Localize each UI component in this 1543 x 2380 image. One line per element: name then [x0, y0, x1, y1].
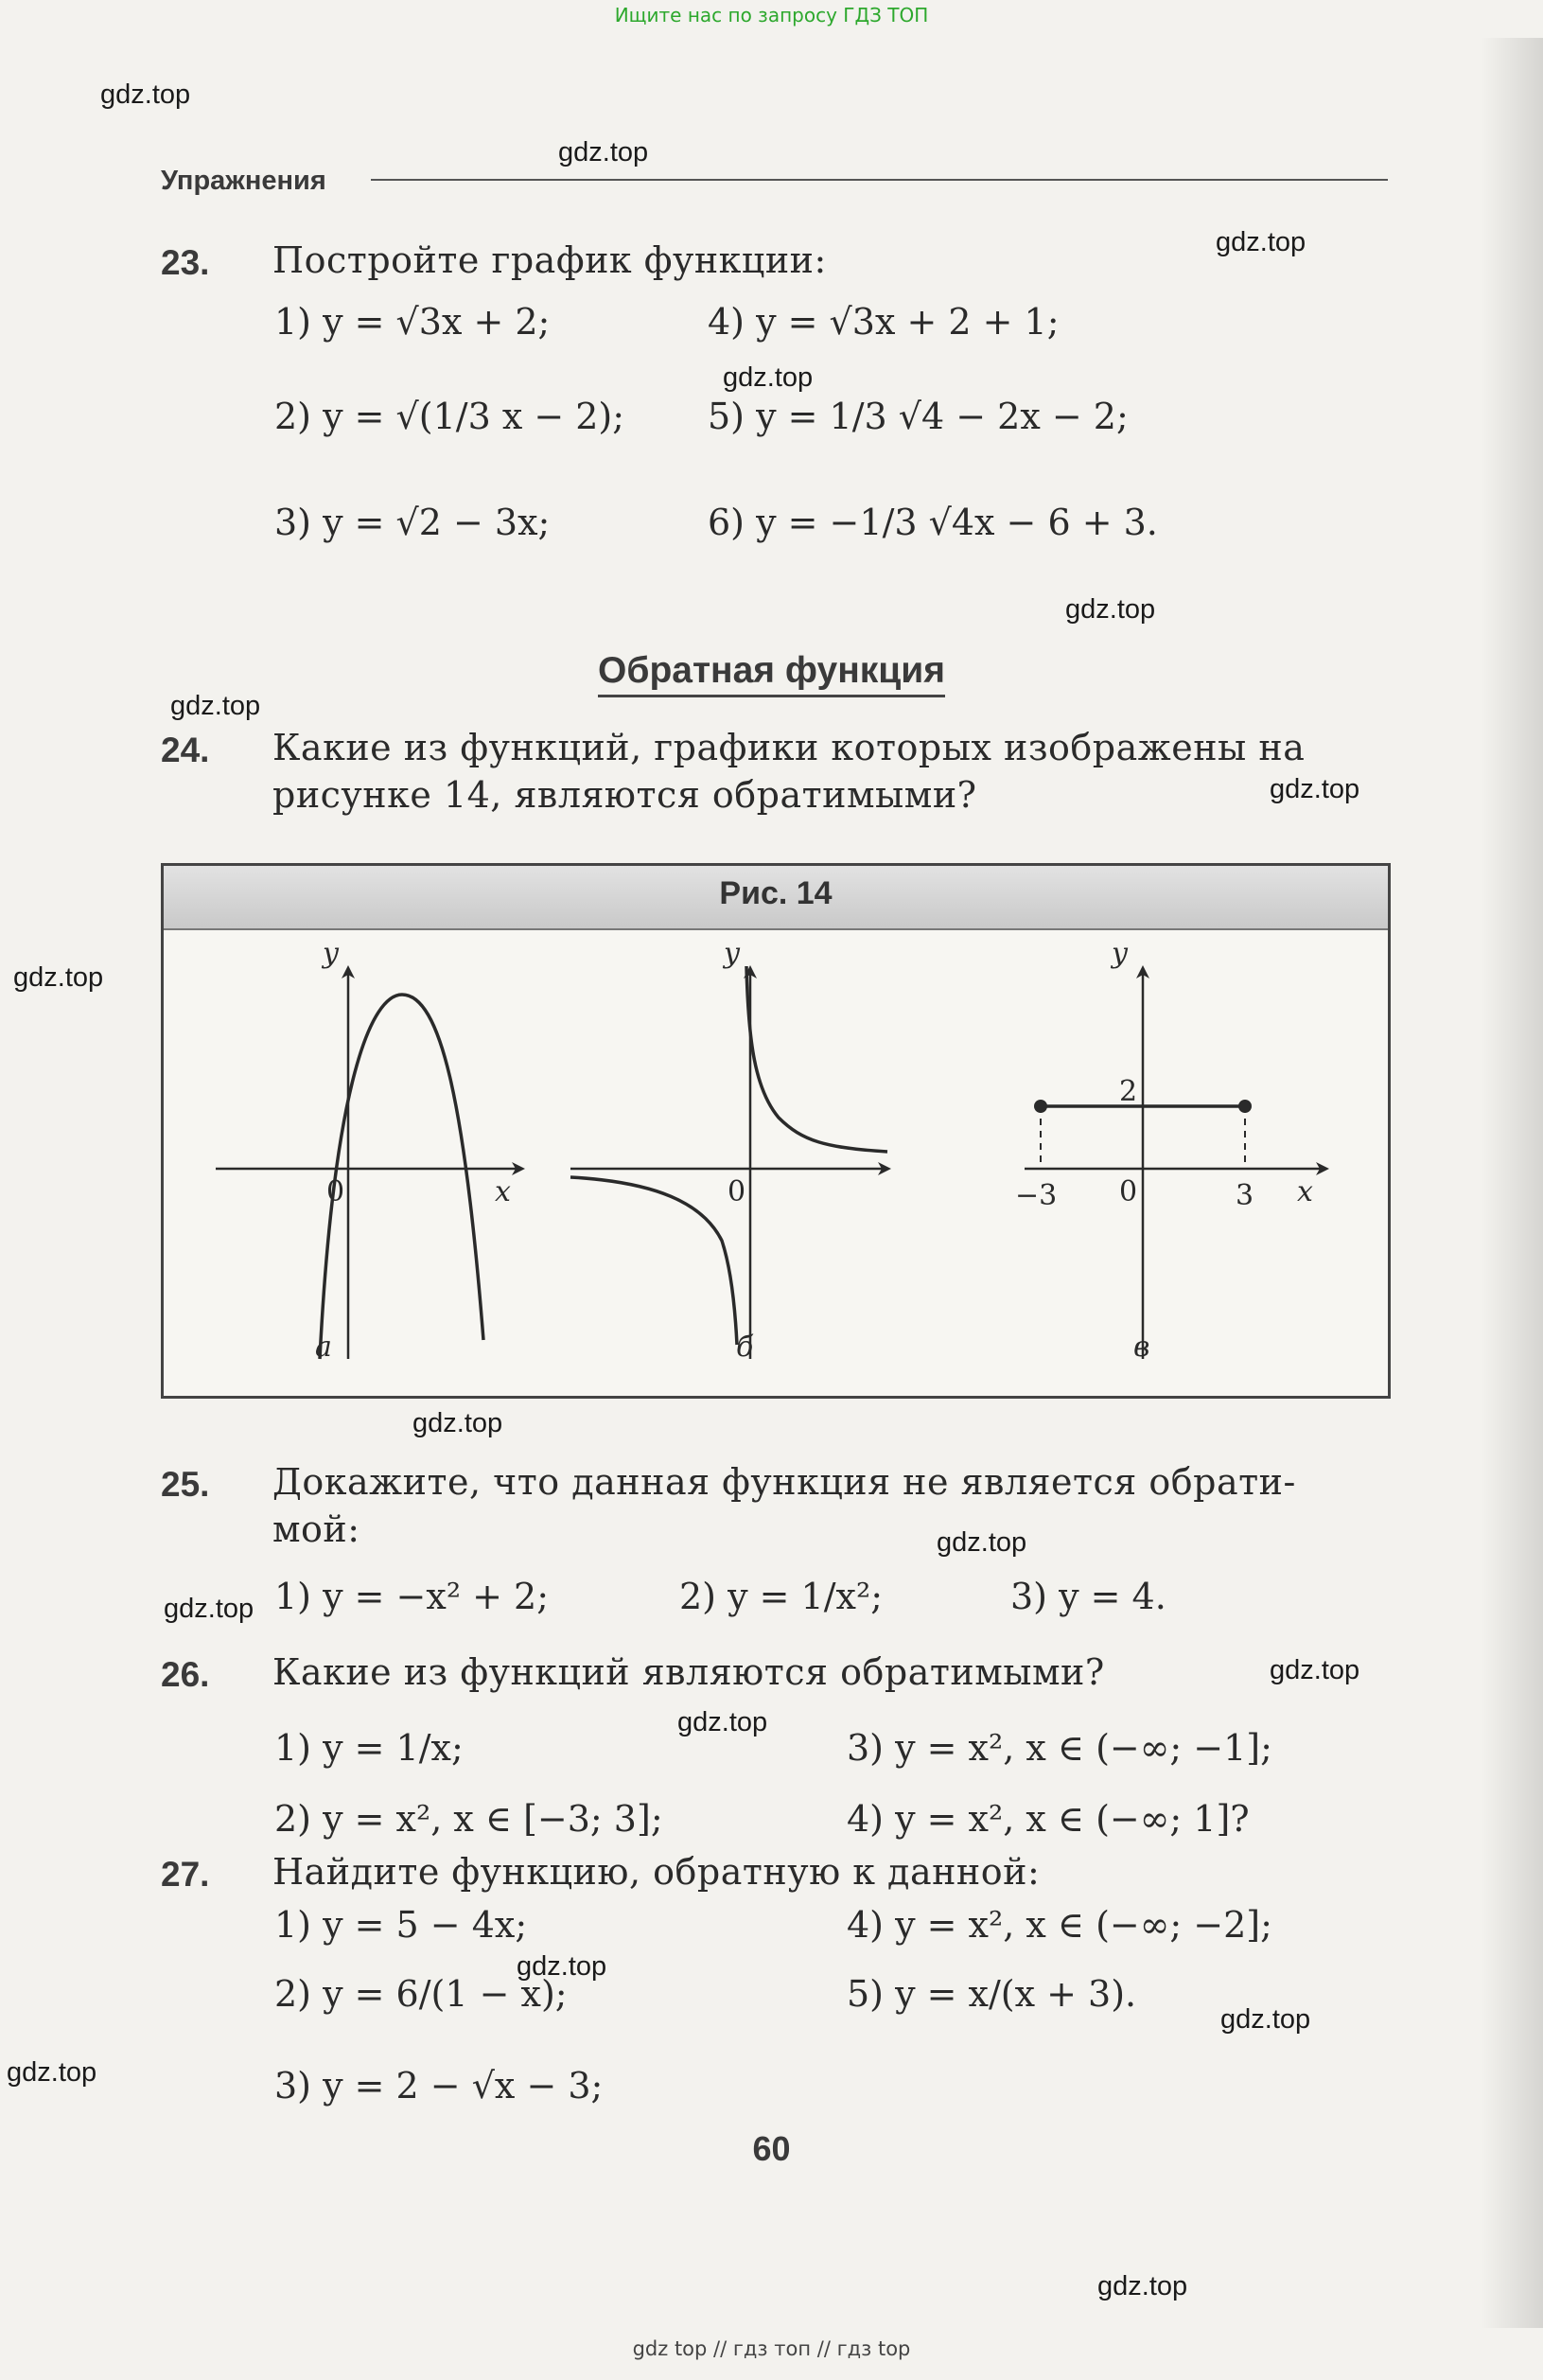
graph-v-origin: 0 — [1119, 1175, 1138, 1208]
watermark: gdz.top — [412, 1408, 503, 1438]
exercise-23-item-4: 4) y = √3x + 2 + 1; — [708, 301, 1060, 343]
figure-14 — [161, 863, 1391, 1399]
exercise-25-item-1: 1) y = −x² + 2; — [274, 1576, 550, 1617]
figure-graphs — [164, 928, 1388, 1392]
watermark: gdz.top — [517, 1951, 607, 1982]
exercise-23-text: Постройте график функции: — [272, 239, 827, 281]
watermark: gdz.top — [1270, 774, 1360, 804]
graph-b-right-branch — [746, 966, 887, 1152]
exercise-27-item-5: 5) y = x/(x + 3). — [847, 1973, 1137, 2015]
section-label: Упражнения — [161, 166, 326, 196]
page-number: 60 — [752, 2129, 791, 2168]
exercise-26-item-3: 3) y = x², x ∈ (−∞; −1]; — [847, 1727, 1272, 1769]
exercise-23-number: 23. — [161, 243, 210, 282]
exercise-27-item-1: 1) y = 5 − 4x; — [274, 1904, 528, 1946]
exercise-27-item-2: 2) y = 6/(1 − x); — [274, 1973, 568, 2015]
exercise-27-number: 27. — [161, 1855, 210, 1894]
watermark: gdz.top — [1097, 2271, 1188, 2301]
exercise-23-item-6: 6) y = −1/3 √4x − 6 + 3. — [708, 502, 1158, 543]
graph-v-tick-neg3: −3 — [1015, 1179, 1058, 1212]
graph-v-y-label: y — [1112, 937, 1128, 970]
graph-b-label: б — [736, 1331, 754, 1364]
graph-v — [1015, 937, 1323, 1364]
section-divider — [371, 179, 1388, 181]
graph-v-label: в — [1133, 1331, 1150, 1364]
graph-b-y-label: y — [724, 937, 740, 970]
watermark: gdz.top — [1270, 1655, 1360, 1685]
exercise-26-item-1: 1) y = 1/x; — [274, 1727, 464, 1769]
top-banner[interactable]: Ищите нас по запросу ГДЗ ТОП — [614, 4, 929, 26]
graph-v-tick-3: 3 — [1236, 1179, 1254, 1212]
watermark: gdz.top — [170, 691, 261, 721]
graph-a-x-label: x — [495, 1175, 511, 1208]
graph-a-origin: 0 — [326, 1175, 345, 1208]
graph-v-x-label: x — [1297, 1175, 1313, 1208]
exercise-23-item-3: 3) y = √2 − 3x; — [274, 502, 551, 543]
exercise-26-item-2: 2) y = x², x ∈ [−3; 3]; — [274, 1798, 663, 1840]
graph-b — [570, 937, 887, 1364]
graph-v-tick-2: 2 — [1119, 1075, 1138, 1108]
exercise-26-text: Какие из функций являются обратимыми? — [272, 1651, 1105, 1693]
watermark: gdz.top — [100, 79, 191, 110]
graph-b-origin: 0 — [728, 1175, 746, 1208]
watermark: gdz.top — [13, 962, 104, 993]
watermark: gdz.top — [558, 137, 649, 167]
exercise-26-item-4: 4) y = x², x ∈ (−∞; 1]? — [847, 1798, 1250, 1840]
exercise-23-item-2: 2) y = √(1/3 x − 2); — [274, 396, 625, 437]
exercise-23-item-1: 1) y = √3x + 2; — [274, 301, 551, 343]
exercise-24-text-line2: рисунке 14, являются обратимыми? — [272, 774, 977, 816]
graph-a-label: а — [315, 1331, 332, 1364]
exercise-25-text-line2: мой: — [272, 1508, 360, 1550]
exercise-25-text-line1: Докажите, что данная функция не является обрати- — [272, 1461, 1296, 1503]
watermark: gdz.top — [164, 1594, 254, 1624]
graph-b-left-branch — [570, 1177, 737, 1345]
exercise-24-number: 24. — [161, 731, 210, 769]
watermark: gdz.top — [1220, 2004, 1311, 2035]
exercise-27-item-3: 3) y = 2 − √x − 3; — [274, 2065, 604, 2107]
page-edge-shadow — [1481, 38, 1543, 2328]
exercise-25-number: 25. — [161, 1465, 210, 1504]
exercise-27-text: Найдите функцию, обратную к данной: — [272, 1851, 1041, 1893]
watermark: gdz.top — [677, 1707, 768, 1737]
section-heading — [0, 650, 1543, 692]
watermark: gdz.top — [7, 2057, 97, 2088]
graph-a — [216, 937, 518, 1364]
graph-a-y-label: y — [323, 937, 339, 970]
figure-title: Рис. 14 — [719, 875, 833, 911]
watermark: gdz.top — [1065, 594, 1156, 625]
exercise-26-number: 26. — [161, 1655, 210, 1694]
exercise-23-item-5: 5) y = 1/3 √4 − 2x − 2; — [708, 396, 1129, 437]
watermark: gdz.top — [723, 362, 814, 393]
exercise-27-item-4: 4) y = x², x ∈ (−∞; −2]; — [847, 1904, 1272, 1946]
exercise-25-item-2: 2) y = 1/x²; — [679, 1576, 883, 1617]
exercise-24-text-line1: Какие из функций, графики которых изображены на — [272, 727, 1306, 768]
watermark: gdz.top — [1216, 227, 1306, 257]
exercise-25-item-3: 3) y = 4. — [1010, 1576, 1166, 1617]
section-heading-text: Обратная функция — [598, 650, 945, 697]
bottom-banner[interactable]: gdz top // гдз топ // гдз top — [632, 2337, 911, 2360]
watermark: gdz.top — [937, 1527, 1027, 1558]
